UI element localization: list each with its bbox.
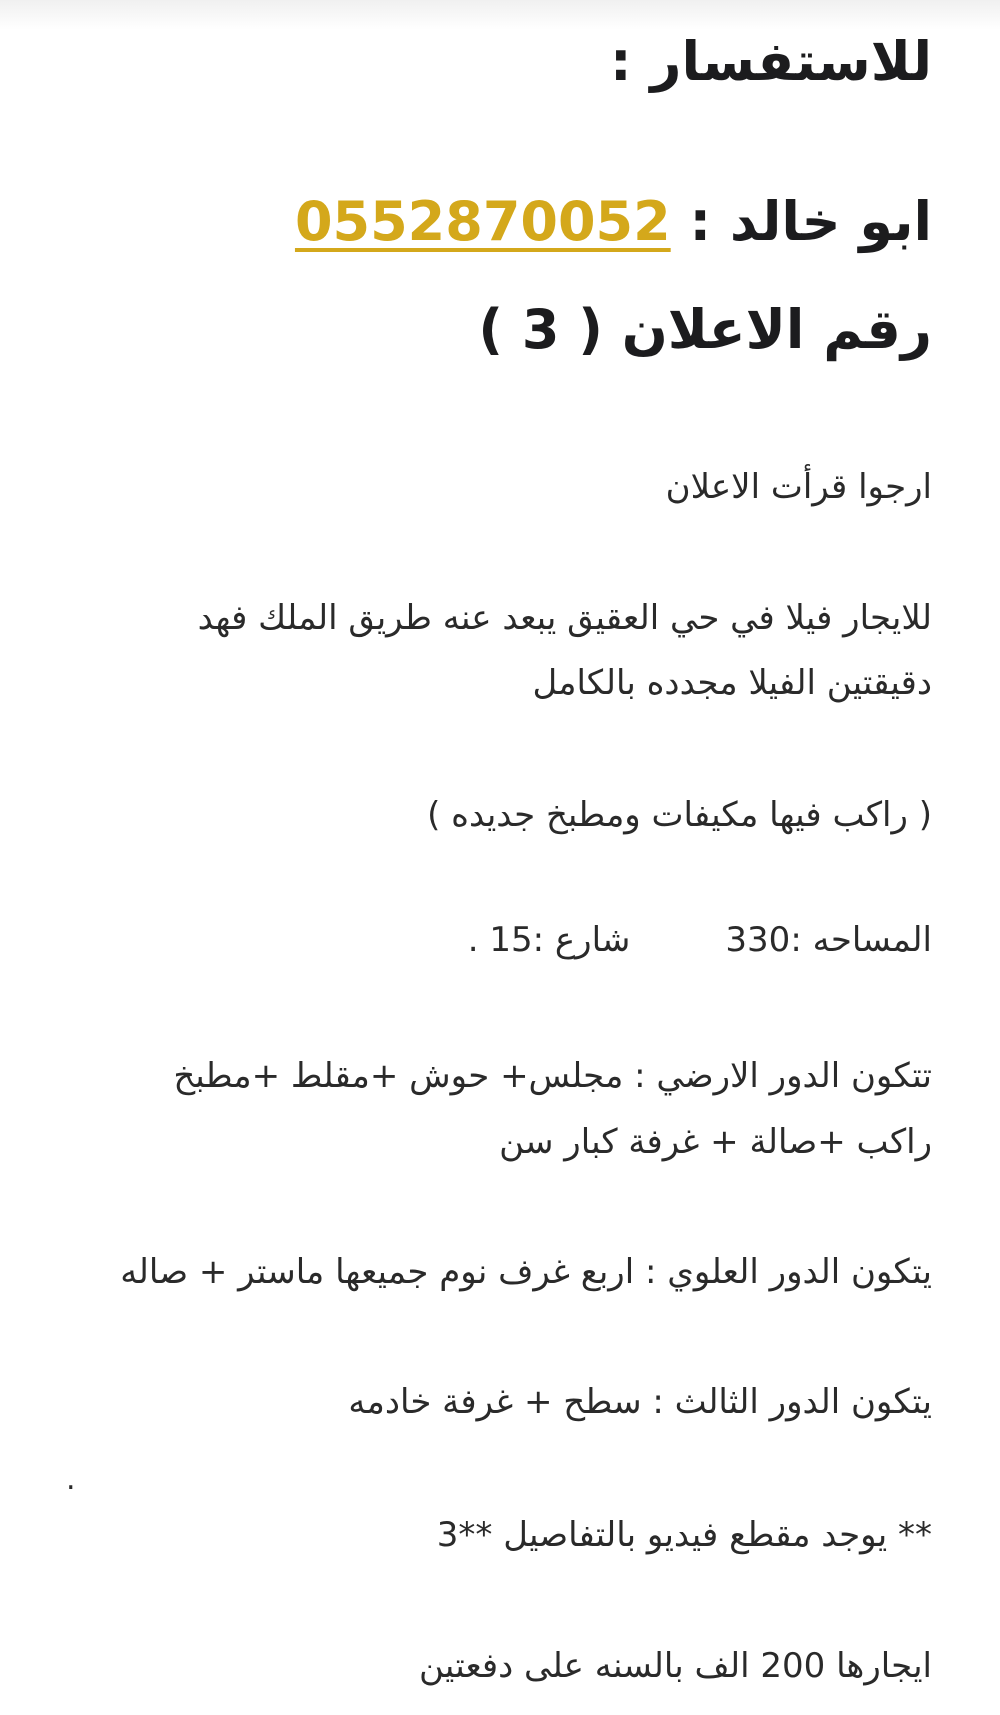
rent-text: ايجارها 200 الف بالسنه على دفعتين: [419, 1646, 932, 1686]
ground-floor-line-2: راكب +صالة + غرفة كبار سن: [499, 1122, 932, 1162]
please-read-text: ارجوا قرأت الاعلان: [665, 467, 932, 507]
features-text: ( راكب فيها مكيفات ومطبخ جديده ): [427, 795, 932, 835]
top-fade: [0, 0, 1000, 30]
contact-line: [60, 190, 932, 255]
street-text: شارع :15 .: [467, 920, 631, 960]
description-line-2: دقيقتين الفيلا مجدده بالكامل: [532, 663, 932, 703]
upper-floor-text: يتكون الدور العلوي : اربع غرف نوم جميعها ماستر + صاله: [120, 1252, 932, 1292]
video-note-text: ** يوجد مقطع فيديو بالتفاصيل **3: [436, 1515, 932, 1555]
stray-dot: .: [66, 1462, 76, 1497]
description-line-1: للايجار فيلا في حي العقيق يبعد عنه طريق الملك فهد: [197, 598, 932, 638]
contact-name: ابو خالد :: [670, 190, 932, 253]
ground-floor-line-1: تتكون الدور الارضي : مجلس+ حوش +مقلط +مطبخ: [173, 1056, 932, 1096]
area-text: المساحه :330: [725, 920, 932, 960]
ad-number-heading: رقم الاعلان ( 3 ): [478, 298, 932, 361]
area-street-row: [468, 920, 932, 970]
phone-link[interactable]: 0552870052: [294, 190, 671, 253]
inquiry-heading: للاستفسار :: [610, 30, 932, 93]
third-floor-text: يتكون الدور الثالث : سطح + غرفة خادمه: [348, 1382, 932, 1422]
